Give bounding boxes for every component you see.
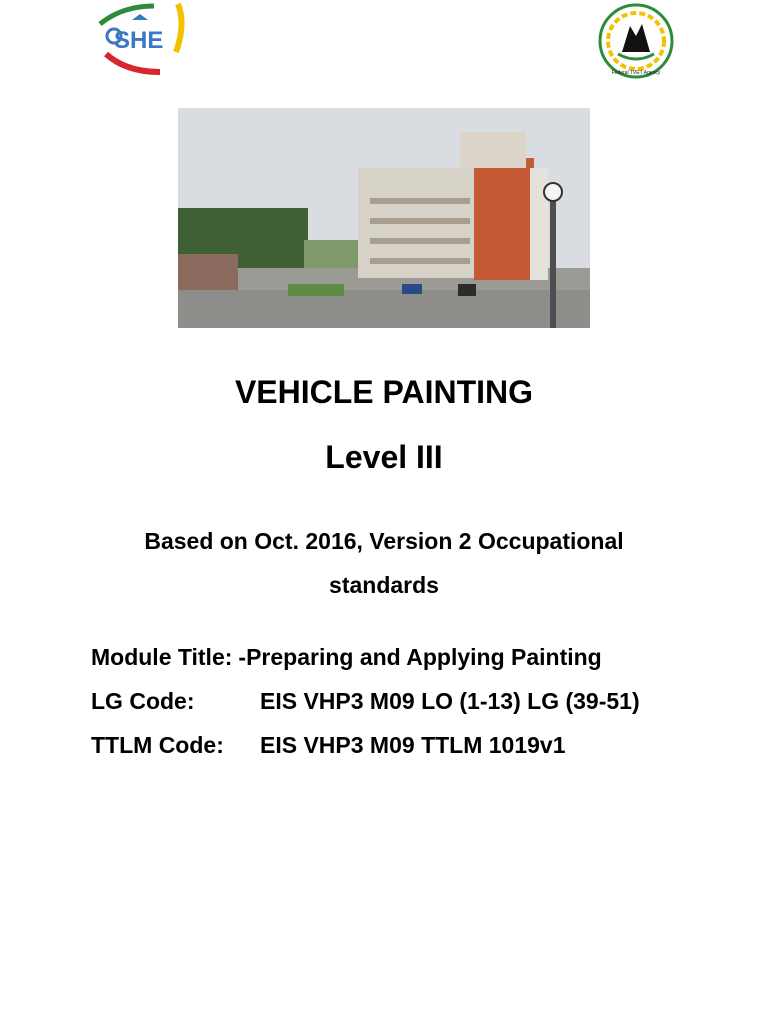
seal-caption: Federal TVET Agency [611,70,661,76]
lg-code-row [91,688,640,715]
she-logo [92,2,188,76]
module-title-value: -Preparing and Applying Painting [238,644,602,670]
federal-tvet-agency-seal [596,2,676,80]
module-title-label: Module Title: [91,644,233,670]
lg-code-label: LG Code: [91,688,195,714]
campus-building-photo [178,108,590,328]
standards-basis-line-1: Based on Oct. 2016, Version 2 Occupational [144,528,624,554]
standards-basis-line-2: standards [329,572,439,598]
ttlm-code-row [91,732,566,759]
ttlm-code-value: EIS VHP3 M09 TTLM 1019v1 [260,732,566,758]
document-title: VEHICLE PAINTING [234,374,534,410]
she-logo-text: SHE [114,27,164,54]
lg-code-value: EIS VHP3 M09 LO (1-13) LG (39-51) [260,688,640,714]
ttlm-code-label: TTLM Code: [91,732,224,758]
module-title-row [91,644,602,671]
document-level: Level III [325,439,443,475]
